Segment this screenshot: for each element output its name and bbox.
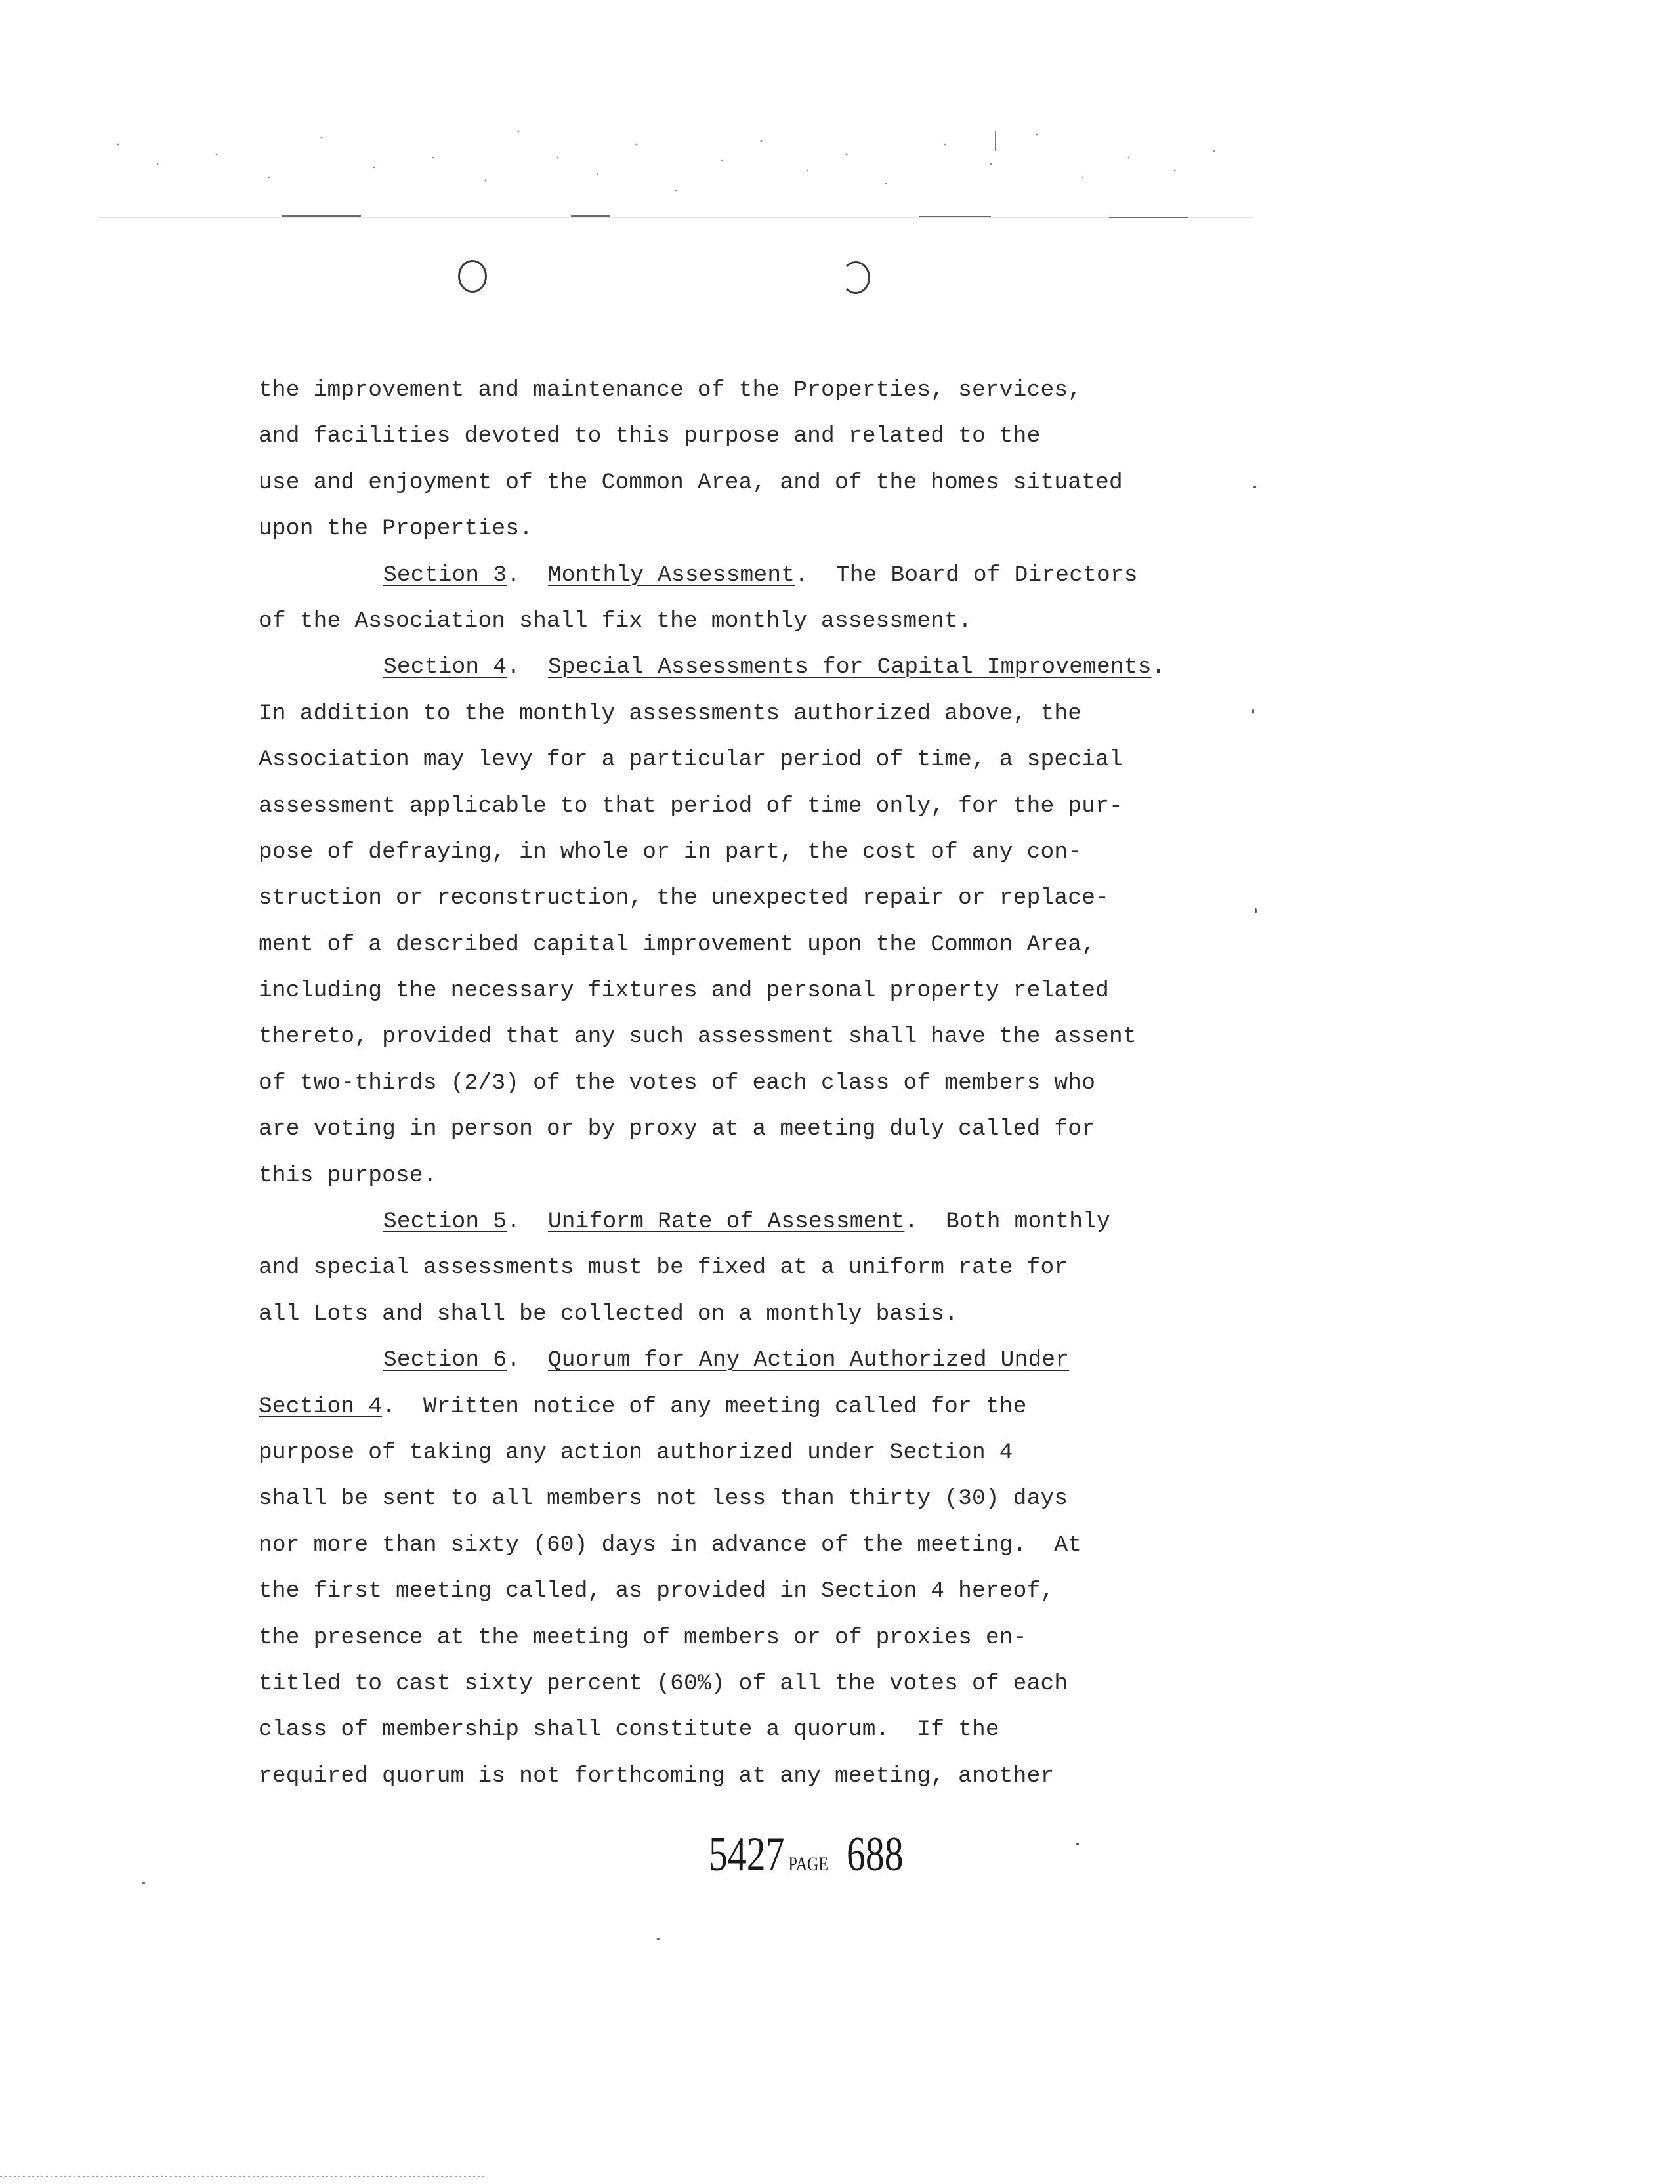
text-line: pose of defraying, in whole or in part, the cost of any con- <box>259 839 1082 865</box>
text-line: nor more than sixty (60) days in advance of the meeting. At <box>259 1532 1082 1558</box>
text-line: including the necessary fixtures and personal property related <box>259 978 1110 1004</box>
section-5-heading-line: Section 5. Uniform Rate of Assessment. Both monthly <box>383 1209 1110 1235</box>
section-5-text: Both monthly <box>918 1209 1110 1235</box>
section-6-heading-line: Section 6. Quorum for Any Action Authorized Under <box>383 1347 1070 1374</box>
section-3-label: Section 3 <box>383 562 507 588</box>
scan-speck <box>1252 709 1254 714</box>
text-line: class of membership shall constitute a quorum. If the <box>259 1717 999 1743</box>
text-line: and special assessments must be fixed at a uniform rate for <box>259 1255 1068 1281</box>
scan-speck <box>1253 486 1256 488</box>
punch-hole-left <box>458 260 487 293</box>
text-line: ment of a described capital improvement upon the Common Area, <box>259 931 1096 957</box>
scan-noise-band <box>98 118 1253 230</box>
section-3-heading-line: Section 3. Monthly Assessment. The Board of Directors <box>383 562 1138 588</box>
section-4-title: Special Assessments for Capital Improvements <box>547 654 1152 681</box>
text-line: Association may levy for a particular period of time, a special <box>259 747 1123 773</box>
text-line: of two-thirds (2/3) of the votes of each class of members who <box>259 1070 1096 1096</box>
text-line: use and enjoyment of the Common Area, and of the homes situated <box>259 469 1123 495</box>
section-5-label: Section 5 <box>383 1209 507 1235</box>
page-number: 688 <box>846 1828 904 1881</box>
section-5-title: Uniform Rate of Assessment <box>547 1209 905 1235</box>
text-line: purpose of taking any action authorized under Section 4 <box>259 1439 1013 1465</box>
document-body <box>259 368 1164 1799</box>
text-line: In addition to the monthly assessments authorized above, the <box>259 700 1082 726</box>
text-line: titled to cast sixty percent (60%) of all the votes of each <box>259 1670 1068 1696</box>
page-word: PAGE <box>788 1853 829 1875</box>
text-line: upon the Properties. <box>259 516 534 542</box>
text-line: struction or reconstruction, the unexpected repair or replace- <box>259 885 1110 912</box>
section-4-label: Section 4 <box>383 654 507 681</box>
section-6-text: Written notice of any meeting called for the <box>396 1393 1027 1419</box>
text-line: the improvement and maintenance of the Properties, services, <box>259 377 1082 403</box>
section-6-label: Section 6 <box>383 1347 507 1374</box>
scan-speck <box>1076 1843 1079 1845</box>
scan-speck <box>656 1938 660 1940</box>
scan-bottom-edge <box>0 2176 486 2177</box>
text-line: assessment applicable to that period of time only, for the pur- <box>259 793 1123 819</box>
scan-speck <box>142 1882 146 1884</box>
section-3-title: Monthly Assessment <box>547 562 795 588</box>
text-line: required quorum is not forthcoming at any meeting, another <box>259 1763 1055 1789</box>
text-line: the presence at the meeting of members or of proxies en- <box>259 1624 1027 1650</box>
section-6-title: Quorum for Any Action Authorized Under <box>547 1347 1070 1374</box>
text-line: and facilities devoted to this purpose and related to the <box>259 423 1041 450</box>
section-6-title-part2: Section 4 <box>259 1393 383 1419</box>
text-line: shall be sent to all members not less than thirty (30) days <box>259 1486 1068 1512</box>
text-line: thereto, provided that any such assessment shall have the assent <box>259 1024 1137 1050</box>
scan-speck <box>1255 908 1257 914</box>
section-3-text: The Board of Directors <box>808 562 1138 588</box>
text-line: the first meeting called, as provided in Section 4 hereof, <box>259 1578 1055 1605</box>
text-line: this purpose. <box>259 1162 437 1188</box>
section-6-heading-continuation: Section 4. Written notice of any meeting called for the <box>259 1393 1027 1419</box>
text-line: of the Association shall fix the monthly assessment. <box>259 608 972 634</box>
book-number: 5427 <box>709 1828 785 1881</box>
text-line: all Lots and shall be collected on a monthly basis. <box>259 1301 959 1327</box>
book-page-stamp <box>709 1827 919 1883</box>
text-line: are voting in person or by proxy at a meeting duly called for <box>259 1116 1096 1143</box>
punch-hole-right <box>841 261 870 294</box>
section-4-heading-line: Section 4. Special Assessments for Capital Improvements. <box>383 654 1166 681</box>
